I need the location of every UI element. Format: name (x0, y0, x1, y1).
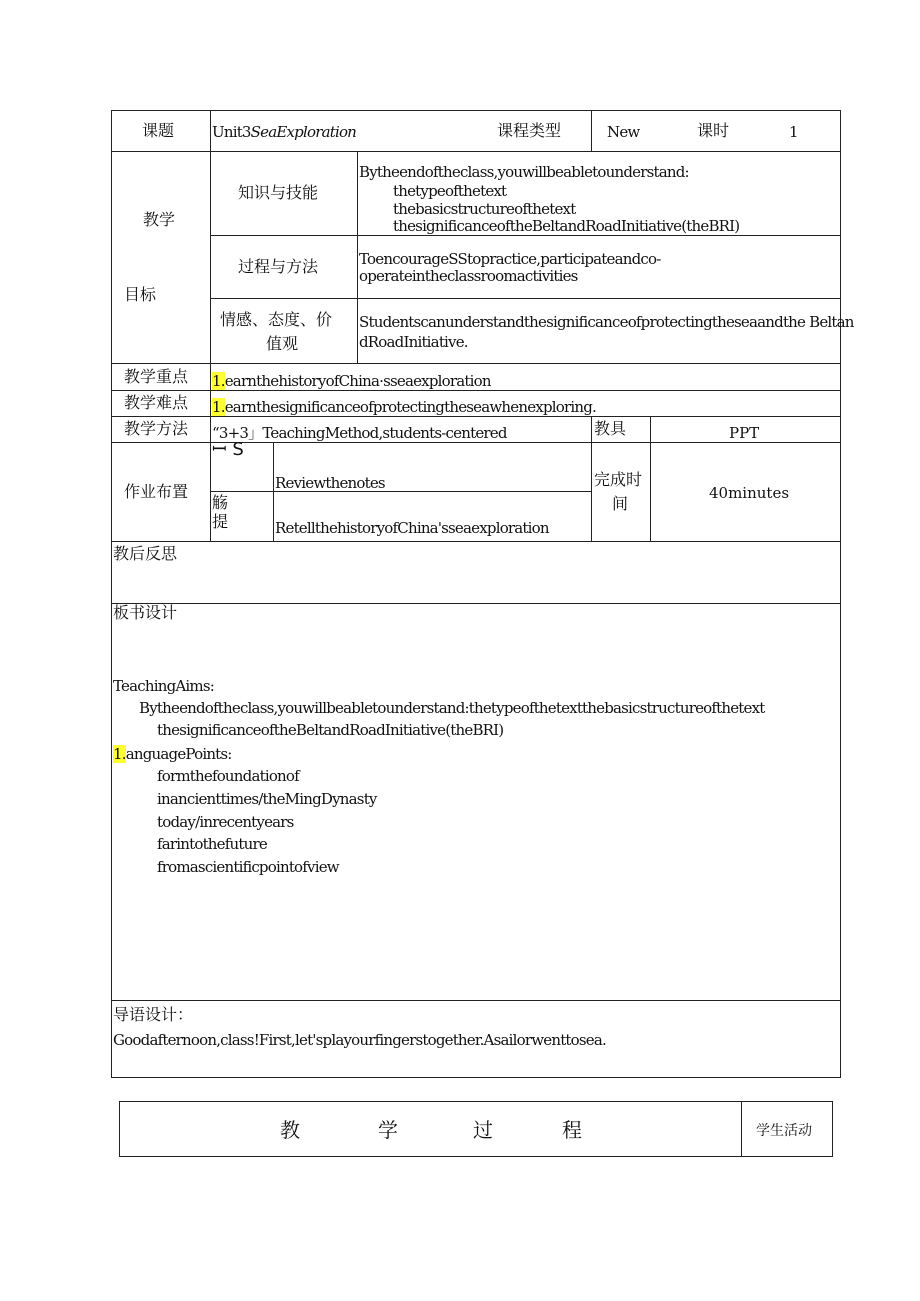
topic-unit: Unit3 (212, 123, 251, 141)
homework-item-2: RetellthehistoryofChina'sseaexploration (275, 519, 549, 537)
board-label: 板书设计 (113, 603, 178, 622)
process-label: 过程与方法 (238, 257, 319, 276)
key-point-text (212, 372, 491, 390)
process-char: 学 (378, 1118, 398, 1142)
homework-sub-glyph-bottom: 觞 提 (212, 493, 229, 531)
topic-title: SeaExploration (250, 123, 357, 141)
aims-line2: thesignificanceoftheBeltandRoadInitiative(theBRI) (157, 721, 504, 739)
process-char: 程 (562, 1118, 582, 1142)
language-points-title (113, 745, 232, 763)
intro-text: Goodafternoon,class!First,let'splayourfingerstogether.Asailorwenttosea. (113, 1031, 606, 1049)
intro-label: 导语设计： (113, 1005, 194, 1024)
course-type-label: 课程类型 (497, 121, 562, 140)
goals-label-top: 教学 (143, 210, 176, 229)
aims-line1: Bytheendoftheclass,youwillbeabletounderstand:thetypeofthetextthebasicstructureofthetext (139, 699, 765, 717)
process-line2: operateintheclassroomactivities (359, 267, 578, 285)
knowledge-line4: thesignificanceoftheBeltandRoadInitiative(theBRI) (393, 217, 740, 235)
method-label: 教学方法 (124, 419, 189, 438)
time-label-line2: 间 (612, 494, 629, 513)
course-type-value: New (607, 123, 640, 141)
difficulty-text (212, 398, 596, 416)
student-activity-label: 学生活动 (756, 1123, 812, 1139)
method-text: “3+3」TeachingMethod,students-centered (212, 424, 507, 442)
emotion-label-line1: 情感、态度、价 (220, 310, 333, 329)
topic-value (212, 123, 356, 141)
language-point: inancienttimes/theMingDynasty (157, 790, 377, 808)
goals-label-bottom: 目标 (124, 285, 157, 304)
time-value: 40minutes (709, 484, 790, 502)
language-point: today/inrecentyears (157, 813, 294, 831)
emotion-line2: dRoadInitiative. (359, 333, 468, 351)
aims-title: TeachingAims: (113, 677, 214, 695)
emotion-label-line2: 值观 (266, 334, 299, 353)
key-point-body: earnthehistoryofChina·sseaexploration (224, 372, 491, 390)
period-value: 1 (789, 123, 799, 141)
tools-label: 教具 (594, 419, 627, 438)
knowledge-label: 知识与技能 (238, 183, 319, 202)
topic-label: 课题 (142, 121, 175, 140)
homework-label: 作业布置 (124, 482, 189, 501)
time-label-line1: 完成时 (594, 470, 643, 489)
knowledge-line3: thebasicstructureofthetext (393, 200, 576, 218)
difficulty-label: 教学难点 (124, 393, 189, 412)
process-char: 教 (280, 1118, 300, 1142)
language-points-text: anguagePoints: (125, 745, 232, 763)
reflection-label: 教后反思 (113, 544, 178, 563)
homework-item-1: Reviewthenotes (275, 474, 385, 492)
homework-sub-glyph-top: ꟷ S (212, 439, 244, 460)
key-point-label: 教学重点 (124, 367, 189, 386)
tools-value: PPT (729, 424, 760, 442)
knowledge-line2: thetypeofthetext (393, 182, 507, 200)
key-point-marker: 1. (212, 372, 225, 390)
process-line1: ToencourageSStopractice,participateandco- (359, 250, 661, 268)
process-char: 过 (473, 1118, 493, 1142)
emotion-line1: Studentscanunderstandthesignificanceofprotectingtheseaandthe Beltan (359, 313, 854, 331)
language-point: fromascientificpointofview (157, 858, 339, 876)
period-label: 课时 (697, 121, 730, 140)
knowledge-line1: Bytheendoftheclass,youwillbeabletounderstand: (359, 163, 689, 181)
language-point: farintothefuture (157, 835, 267, 853)
difficulty-body: earnthesignificanceofprotectingtheseawhenexploring. (224, 398, 596, 416)
language-point: formthefoundationof (157, 767, 299, 785)
language-points-marker: 1. (113, 745, 126, 763)
difficulty-marker: 1. (212, 398, 225, 416)
